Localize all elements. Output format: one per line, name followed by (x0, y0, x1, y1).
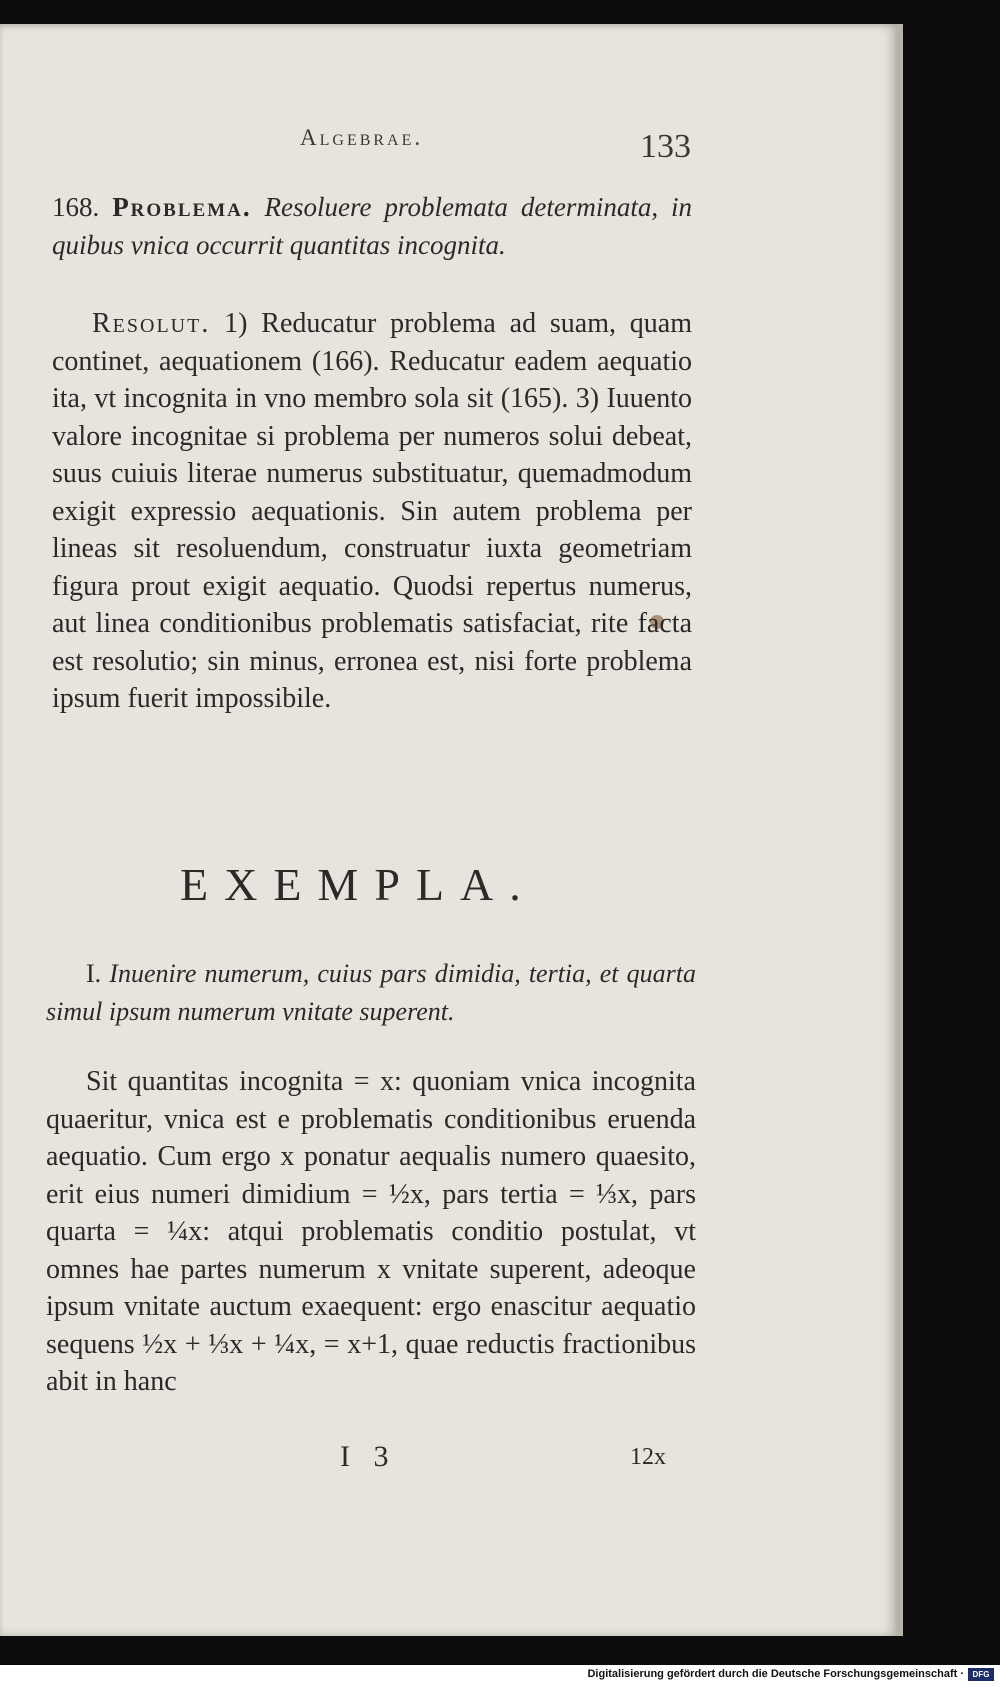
resolution-paragraph (52, 305, 692, 718)
resolution-text: 1) Reducatur problema ad suam, quam continet, aequationem (166). Reducatur eadem aequatio ita, vt incognita in vno membro sola sit (165). 3) Iuuento valore incognitae si problema per numeros solui debeat, suus cuiuis literae numerus substituatur, quemadmodum exigit expressio aequationis. Sin autem problema per lineas sit resoluendum, construatur iuxta geometriam figura prout exigit aequatio. Quodsi repertus numerus, aut linea conditionibus problematis satisfaciat, rite facta est resolutio; sin minus, erronea est, nisi forte problema ipsum fuerit impossibile. (52, 308, 692, 714)
signature-mark: I 3 (340, 1440, 397, 1473)
digitization-credit: Digitalisierung gefördert durch die Deutsche Forschungsgemeinschaft · (587, 1668, 964, 1680)
example-1-number: I. (86, 959, 102, 988)
problem-paragraph (52, 188, 692, 264)
dfg-logo: DFG (968, 1668, 994, 1681)
example-1-text: Inuenire numerum, cuius pars dimidia, tertia, et quarta simul ipsum numerum vnitate superent. (46, 959, 696, 1026)
resolution-label: Resolut. (92, 308, 211, 339)
page-number: 133 (640, 128, 691, 165)
catchword: 12x (630, 1444, 666, 1470)
problem-statement: Resoluere problemata determinata, in quibus vnica occurrit quantitas incognita. (52, 192, 693, 260)
section-heading: EXEMPLA. (180, 859, 537, 910)
example-1-statement (46, 955, 696, 1031)
problem-number: 168. (52, 192, 100, 222)
running-head-title: Algebrae. (300, 125, 424, 150)
problem-label: Problema. (112, 192, 252, 222)
page-edge (897, 24, 903, 1636)
solution-paragraph: Sit quantitas incognita = x: quoniam vnica incognita quaeritur, vnica est e problematis conditionibus eruenda aequatio. Cum ergo x ponatur aequalis numero quaesito, erit eius numeri dimidium = ½x, pars tertia = ⅓x, pars quarta = ¼x: atqui problematis conditio postulat, vt omnes hae partes numerum x vnitate superent, adeoque ipsum vnitate auctum exaequent: ergo enascitur aequatio sequens ½x + ⅓x + ¼x, = x+1, quae reductis fractionibus abit in hanc (46, 1066, 696, 1397)
